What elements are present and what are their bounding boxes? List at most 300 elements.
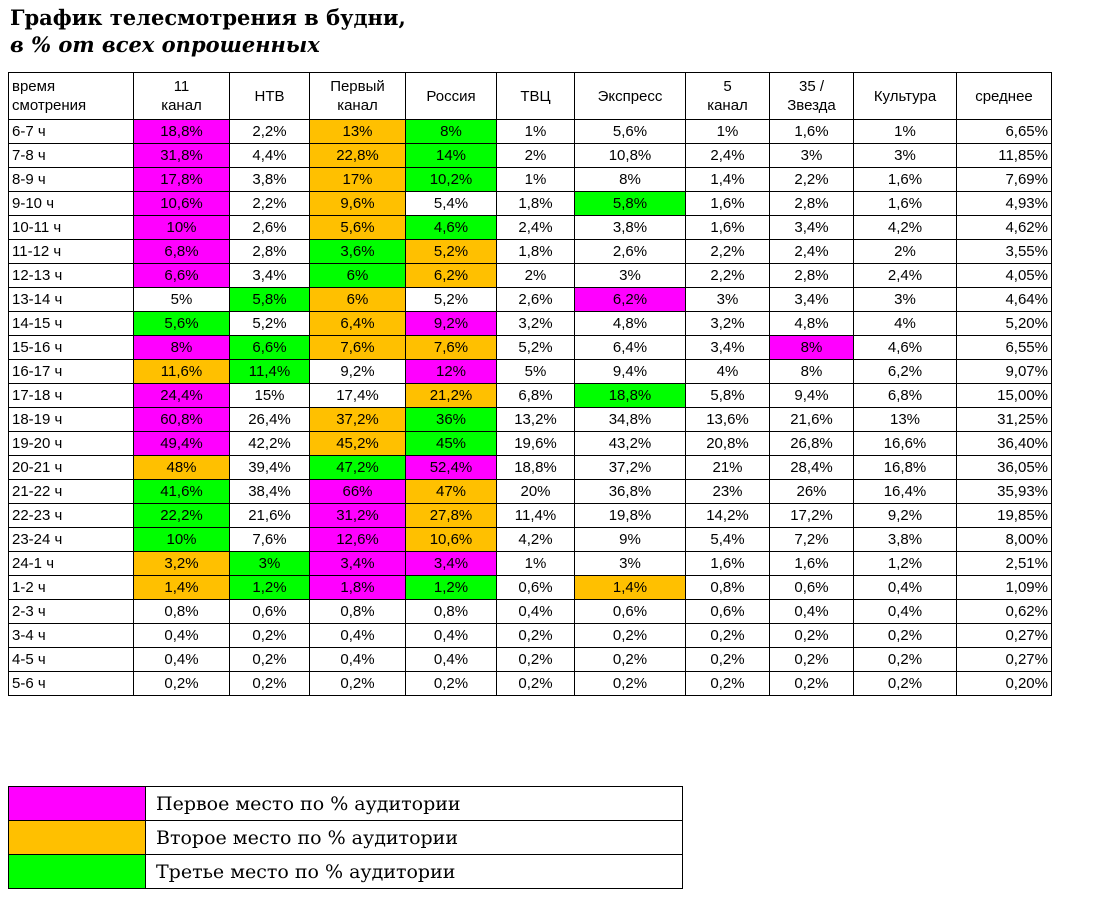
value-cell: 5,2% bbox=[406, 240, 497, 264]
table-row bbox=[9, 432, 1052, 456]
column-header bbox=[770, 73, 854, 120]
value-cell: 2% bbox=[497, 264, 575, 288]
value-cell: 12% bbox=[406, 360, 497, 384]
value-cell: 9,6% bbox=[310, 192, 406, 216]
value-cell: 7,6% bbox=[230, 528, 310, 552]
column-header bbox=[9, 73, 134, 120]
value-cell: 13% bbox=[854, 408, 957, 432]
value-cell: 0,4% bbox=[310, 624, 406, 648]
value-cell: 21,6% bbox=[770, 408, 854, 432]
value-cell: 16,4% bbox=[854, 480, 957, 504]
value-cell: 27,8% bbox=[406, 504, 497, 528]
value-cell: 2,6% bbox=[497, 288, 575, 312]
value-cell: 17,4% bbox=[310, 384, 406, 408]
value-cell: 18,8% bbox=[575, 384, 686, 408]
value-cell: 8% bbox=[134, 336, 230, 360]
value-cell: 1,6% bbox=[770, 552, 854, 576]
value-cell: 2,6% bbox=[230, 216, 310, 240]
value-cell: 21,2% bbox=[406, 384, 497, 408]
value-cell: 12,6% bbox=[310, 528, 406, 552]
value-cell: 6,6% bbox=[230, 336, 310, 360]
time-slot-cell: 14-15 ч bbox=[9, 312, 134, 336]
legend-swatch bbox=[9, 787, 146, 821]
time-slot-cell: 4-5 ч bbox=[9, 648, 134, 672]
value-cell: 2% bbox=[854, 240, 957, 264]
table-row bbox=[9, 312, 1052, 336]
time-slot-cell: 15-16 ч bbox=[9, 336, 134, 360]
value-cell: 13,6% bbox=[686, 408, 770, 432]
value-cell: 7,2% bbox=[770, 528, 854, 552]
value-cell: 10% bbox=[134, 216, 230, 240]
value-cell: 1,2% bbox=[406, 576, 497, 600]
value-cell: 0,2% bbox=[854, 624, 957, 648]
column-header bbox=[957, 73, 1052, 120]
value-cell: 0,2% bbox=[854, 672, 957, 696]
value-cell: 3,6% bbox=[310, 240, 406, 264]
value-cell: 19,8% bbox=[575, 504, 686, 528]
value-cell: 5,4% bbox=[686, 528, 770, 552]
ratings-table bbox=[8, 72, 1052, 696]
value-cell: 9,4% bbox=[770, 384, 854, 408]
value-cell: 0,2% bbox=[770, 648, 854, 672]
value-cell: 1,8% bbox=[310, 576, 406, 600]
average-cell: 0,20% bbox=[957, 672, 1052, 696]
value-cell: 0,4% bbox=[406, 624, 497, 648]
average-cell: 0,27% bbox=[957, 648, 1052, 672]
value-cell: 22,8% bbox=[310, 144, 406, 168]
time-slot-cell: 13-14 ч bbox=[9, 288, 134, 312]
value-cell: 22,2% bbox=[134, 504, 230, 528]
value-cell: 1,6% bbox=[686, 552, 770, 576]
column-header bbox=[310, 73, 406, 120]
table-row bbox=[9, 624, 1052, 648]
value-cell: 66% bbox=[310, 480, 406, 504]
column-header-line-2: Звезда bbox=[787, 97, 836, 114]
average-cell: 2,51% bbox=[957, 552, 1052, 576]
average-cell: 1,09% bbox=[957, 576, 1052, 600]
value-cell: 6,2% bbox=[575, 288, 686, 312]
value-cell: 19,6% bbox=[497, 432, 575, 456]
value-cell: 2,4% bbox=[497, 216, 575, 240]
table-header-row bbox=[9, 73, 1052, 120]
average-cell: 6,55% bbox=[957, 336, 1052, 360]
value-cell: 3,4% bbox=[406, 552, 497, 576]
time-slot-cell: 9-10 ч bbox=[9, 192, 134, 216]
value-cell: 2,4% bbox=[686, 144, 770, 168]
average-cell: 36,40% bbox=[957, 432, 1052, 456]
value-cell: 5,2% bbox=[230, 312, 310, 336]
value-cell: 2,8% bbox=[770, 192, 854, 216]
column-header-line-1: 5 bbox=[723, 78, 732, 95]
value-cell: 60,8% bbox=[134, 408, 230, 432]
value-cell: 43,2% bbox=[575, 432, 686, 456]
value-cell: 0,2% bbox=[770, 672, 854, 696]
value-cell: 5% bbox=[497, 360, 575, 384]
time-slot-cell: 1-2 ч bbox=[9, 576, 134, 600]
value-cell: 9,2% bbox=[854, 504, 957, 528]
value-cell: 6,4% bbox=[575, 336, 686, 360]
value-cell: 9% bbox=[575, 528, 686, 552]
average-cell: 8,00% bbox=[957, 528, 1052, 552]
value-cell: 2,4% bbox=[854, 264, 957, 288]
value-cell: 3,4% bbox=[310, 552, 406, 576]
average-cell: 6,65% bbox=[957, 120, 1052, 144]
column-header bbox=[575, 73, 686, 120]
value-cell: 4,2% bbox=[497, 528, 575, 552]
value-cell: 0,6% bbox=[230, 600, 310, 624]
title-line-1: График телесмотрения в будни, bbox=[10, 5, 406, 30]
value-cell: 6% bbox=[310, 288, 406, 312]
time-slot-cell: 12-13 ч bbox=[9, 264, 134, 288]
value-cell: 5,4% bbox=[406, 192, 497, 216]
value-cell: 28,4% bbox=[770, 456, 854, 480]
value-cell: 7,6% bbox=[406, 336, 497, 360]
value-cell: 0,8% bbox=[310, 600, 406, 624]
column-header bbox=[406, 73, 497, 120]
value-cell: 48% bbox=[134, 456, 230, 480]
value-cell: 5,8% bbox=[230, 288, 310, 312]
time-slot-cell: 11-12 ч bbox=[9, 240, 134, 264]
value-cell: 0,2% bbox=[686, 672, 770, 696]
value-cell: 4% bbox=[854, 312, 957, 336]
value-cell: 13,2% bbox=[497, 408, 575, 432]
time-slot-cell: 17-18 ч bbox=[9, 384, 134, 408]
value-cell: 1,8% bbox=[497, 240, 575, 264]
value-cell: 0,4% bbox=[406, 648, 497, 672]
value-cell: 8% bbox=[575, 168, 686, 192]
average-cell: 19,85% bbox=[957, 504, 1052, 528]
column-header bbox=[854, 73, 957, 120]
column-header bbox=[497, 73, 575, 120]
value-cell: 24,4% bbox=[134, 384, 230, 408]
value-cell: 5,2% bbox=[497, 336, 575, 360]
value-cell: 3,8% bbox=[854, 528, 957, 552]
value-cell: 3% bbox=[575, 264, 686, 288]
value-cell: 1% bbox=[497, 120, 575, 144]
value-cell: 6,6% bbox=[134, 264, 230, 288]
column-header bbox=[134, 73, 230, 120]
value-cell: 8% bbox=[770, 360, 854, 384]
value-cell: 0,2% bbox=[134, 672, 230, 696]
value-cell: 0,6% bbox=[686, 600, 770, 624]
value-cell: 21% bbox=[686, 456, 770, 480]
value-cell: 18,8% bbox=[497, 456, 575, 480]
value-cell: 1,2% bbox=[230, 576, 310, 600]
value-cell: 0,4% bbox=[497, 600, 575, 624]
average-cell: 5,20% bbox=[957, 312, 1052, 336]
value-cell: 6,8% bbox=[854, 384, 957, 408]
value-cell: 21,6% bbox=[230, 504, 310, 528]
value-cell: 8% bbox=[406, 120, 497, 144]
average-cell: 4,05% bbox=[957, 264, 1052, 288]
table-row bbox=[9, 504, 1052, 528]
table-row bbox=[9, 288, 1052, 312]
value-cell: 49,4% bbox=[134, 432, 230, 456]
column-header-line-1: Первый bbox=[330, 78, 385, 95]
value-cell: 0,2% bbox=[497, 648, 575, 672]
value-cell: 9,2% bbox=[310, 360, 406, 384]
value-cell: 10,6% bbox=[134, 192, 230, 216]
value-cell: 0,2% bbox=[575, 672, 686, 696]
value-cell: 0,2% bbox=[686, 624, 770, 648]
legend-label: Третье место по % аудитории bbox=[146, 855, 683, 889]
value-cell: 45,2% bbox=[310, 432, 406, 456]
value-cell: 5,2% bbox=[406, 288, 497, 312]
time-slot-cell: 8-9 ч bbox=[9, 168, 134, 192]
value-cell: 13% bbox=[310, 120, 406, 144]
value-cell: 3,4% bbox=[686, 336, 770, 360]
value-cell: 0,2% bbox=[230, 624, 310, 648]
value-cell: 6,8% bbox=[134, 240, 230, 264]
average-cell: 4,93% bbox=[957, 192, 1052, 216]
average-cell: 35,93% bbox=[957, 480, 1052, 504]
average-cell: 9,07% bbox=[957, 360, 1052, 384]
value-cell: 4,6% bbox=[406, 216, 497, 240]
time-slot-cell: 24-1 ч bbox=[9, 552, 134, 576]
average-cell: 31,25% bbox=[957, 408, 1052, 432]
value-cell: 20,8% bbox=[686, 432, 770, 456]
value-cell: 10,8% bbox=[575, 144, 686, 168]
value-cell: 10,2% bbox=[406, 168, 497, 192]
column-header-line-1: 35 / bbox=[798, 78, 825, 95]
time-slot-cell: 16-17 ч bbox=[9, 360, 134, 384]
value-cell: 0,2% bbox=[575, 648, 686, 672]
legend-item bbox=[9, 787, 683, 821]
column-header-line-2: смотрения bbox=[12, 97, 87, 114]
value-cell: 4,4% bbox=[230, 144, 310, 168]
value-cell: 3,8% bbox=[230, 168, 310, 192]
value-cell: 2,2% bbox=[230, 192, 310, 216]
value-cell: 5,8% bbox=[575, 192, 686, 216]
value-cell: 0,4% bbox=[310, 648, 406, 672]
time-slot-cell: 18-19 ч bbox=[9, 408, 134, 432]
column-header bbox=[230, 73, 310, 120]
value-cell: 6% bbox=[310, 264, 406, 288]
value-cell: 20% bbox=[497, 480, 575, 504]
time-slot-cell: 19-20 ч bbox=[9, 432, 134, 456]
average-cell: 4,64% bbox=[957, 288, 1052, 312]
value-cell: 3% bbox=[575, 552, 686, 576]
value-cell: 3,2% bbox=[686, 312, 770, 336]
value-cell: 5,8% bbox=[686, 384, 770, 408]
table-row bbox=[9, 552, 1052, 576]
value-cell: 37,2% bbox=[575, 456, 686, 480]
value-cell: 2,2% bbox=[686, 240, 770, 264]
table-row bbox=[9, 264, 1052, 288]
table-row bbox=[9, 192, 1052, 216]
value-cell: 1,2% bbox=[854, 552, 957, 576]
value-cell: 3,4% bbox=[770, 288, 854, 312]
value-cell: 4% bbox=[686, 360, 770, 384]
column-header-line-2: канал bbox=[337, 97, 378, 114]
value-cell: 0,8% bbox=[686, 576, 770, 600]
value-cell: 0,8% bbox=[134, 600, 230, 624]
value-cell: 11,4% bbox=[497, 504, 575, 528]
column-header-line-1: Экспресс bbox=[597, 87, 663, 105]
value-cell: 9,4% bbox=[575, 360, 686, 384]
value-cell: 14% bbox=[406, 144, 497, 168]
table-row bbox=[9, 528, 1052, 552]
value-cell: 45% bbox=[406, 432, 497, 456]
value-cell: 26,8% bbox=[770, 432, 854, 456]
value-cell: 31,8% bbox=[134, 144, 230, 168]
value-cell: 3% bbox=[770, 144, 854, 168]
column-header-line-1: время bbox=[12, 78, 56, 95]
table-row bbox=[9, 648, 1052, 672]
value-cell: 1,6% bbox=[770, 120, 854, 144]
value-cell: 6,8% bbox=[497, 384, 575, 408]
value-cell: 1% bbox=[497, 552, 575, 576]
value-cell: 11,6% bbox=[134, 360, 230, 384]
value-cell: 1,8% bbox=[497, 192, 575, 216]
value-cell: 11,4% bbox=[230, 360, 310, 384]
column-header-line-1: Культура bbox=[873, 87, 937, 105]
time-slot-cell: 20-21 ч bbox=[9, 456, 134, 480]
value-cell: 0,2% bbox=[770, 624, 854, 648]
value-cell: 0,2% bbox=[406, 672, 497, 696]
value-cell: 37,2% bbox=[310, 408, 406, 432]
value-cell: 3,8% bbox=[575, 216, 686, 240]
value-cell: 1,6% bbox=[854, 168, 957, 192]
average-cell: 15,00% bbox=[957, 384, 1052, 408]
value-cell: 0,4% bbox=[770, 600, 854, 624]
value-cell: 26,4% bbox=[230, 408, 310, 432]
value-cell: 0,2% bbox=[310, 672, 406, 696]
value-cell: 17,2% bbox=[770, 504, 854, 528]
table-row bbox=[9, 408, 1052, 432]
value-cell: 0,2% bbox=[497, 624, 575, 648]
value-cell: 8% bbox=[770, 336, 854, 360]
value-cell: 52,4% bbox=[406, 456, 497, 480]
value-cell: 1,4% bbox=[686, 168, 770, 192]
value-cell: 3,4% bbox=[230, 264, 310, 288]
value-cell: 3,2% bbox=[497, 312, 575, 336]
time-slot-cell: 5-6 ч bbox=[9, 672, 134, 696]
value-cell: 2,8% bbox=[230, 240, 310, 264]
value-cell: 16,8% bbox=[854, 456, 957, 480]
value-cell: 17% bbox=[310, 168, 406, 192]
legend-item bbox=[9, 821, 683, 855]
value-cell: 6,2% bbox=[406, 264, 497, 288]
value-cell: 0,2% bbox=[230, 672, 310, 696]
value-cell: 2,2% bbox=[230, 120, 310, 144]
table-row bbox=[9, 672, 1052, 696]
table-row bbox=[9, 384, 1052, 408]
value-cell: 0,2% bbox=[686, 648, 770, 672]
value-cell: 2% bbox=[497, 144, 575, 168]
table-row bbox=[9, 600, 1052, 624]
value-cell: 1% bbox=[854, 120, 957, 144]
value-cell: 1,6% bbox=[854, 192, 957, 216]
value-cell: 1,4% bbox=[575, 576, 686, 600]
time-slot-cell: 23-24 ч bbox=[9, 528, 134, 552]
value-cell: 42,2% bbox=[230, 432, 310, 456]
average-cell: 3,55% bbox=[957, 240, 1052, 264]
value-cell: 47,2% bbox=[310, 456, 406, 480]
value-cell: 5,6% bbox=[310, 216, 406, 240]
value-cell: 3,4% bbox=[770, 216, 854, 240]
time-slot-cell: 3-4 ч bbox=[9, 624, 134, 648]
column-header-line-1: ТВЦ bbox=[520, 87, 551, 105]
title-line-2: в % от всех опрошенных bbox=[10, 32, 320, 57]
column-header-line-2: канал bbox=[707, 97, 748, 114]
value-cell: 0,6% bbox=[497, 576, 575, 600]
average-cell: 7,69% bbox=[957, 168, 1052, 192]
value-cell: 2,4% bbox=[770, 240, 854, 264]
table-row bbox=[9, 480, 1052, 504]
value-cell: 47% bbox=[406, 480, 497, 504]
value-cell: 0,8% bbox=[406, 600, 497, 624]
time-slot-cell: 6-7 ч bbox=[9, 120, 134, 144]
column-header-line-1: НТВ bbox=[254, 87, 285, 105]
value-cell: 18,8% bbox=[134, 120, 230, 144]
table-row bbox=[9, 240, 1052, 264]
average-cell: 11,85% bbox=[957, 144, 1052, 168]
value-cell: 0,2% bbox=[497, 672, 575, 696]
value-cell: 10,6% bbox=[406, 528, 497, 552]
value-cell: 6,4% bbox=[310, 312, 406, 336]
average-cell: 0,27% bbox=[957, 624, 1052, 648]
time-slot-cell: 2-3 ч bbox=[9, 600, 134, 624]
time-slot-cell: 10-11 ч bbox=[9, 216, 134, 240]
value-cell: 36,8% bbox=[575, 480, 686, 504]
chart-title bbox=[10, 4, 406, 58]
value-cell: 4,8% bbox=[770, 312, 854, 336]
value-cell: 1,6% bbox=[686, 216, 770, 240]
value-cell: 2,6% bbox=[575, 240, 686, 264]
value-cell: 1% bbox=[686, 120, 770, 144]
average-cell: 0,62% bbox=[957, 600, 1052, 624]
value-cell: 5,6% bbox=[134, 312, 230, 336]
value-cell: 0,2% bbox=[854, 648, 957, 672]
value-cell: 39,4% bbox=[230, 456, 310, 480]
column-header-line-2: канал bbox=[161, 97, 202, 114]
value-cell: 0,4% bbox=[134, 648, 230, 672]
value-cell: 0,6% bbox=[575, 600, 686, 624]
value-cell: 16,6% bbox=[854, 432, 957, 456]
value-cell: 0,2% bbox=[575, 624, 686, 648]
legend bbox=[8, 786, 683, 889]
value-cell: 1,6% bbox=[686, 192, 770, 216]
value-cell: 0,2% bbox=[230, 648, 310, 672]
value-cell: 2,2% bbox=[770, 168, 854, 192]
column-header-line-1: Россия bbox=[426, 87, 476, 105]
value-cell: 14,2% bbox=[686, 504, 770, 528]
value-cell: 1,4% bbox=[134, 576, 230, 600]
table-row bbox=[9, 168, 1052, 192]
legend-swatch bbox=[9, 821, 146, 855]
value-cell: 5,6% bbox=[575, 120, 686, 144]
legend-item bbox=[9, 855, 683, 889]
value-cell: 3% bbox=[854, 288, 957, 312]
legend-swatch bbox=[9, 855, 146, 889]
value-cell: 4,6% bbox=[854, 336, 957, 360]
value-cell: 3,2% bbox=[134, 552, 230, 576]
time-slot-cell: 21-22 ч bbox=[9, 480, 134, 504]
table-row bbox=[9, 336, 1052, 360]
value-cell: 4,2% bbox=[854, 216, 957, 240]
value-cell: 9,2% bbox=[406, 312, 497, 336]
time-slot-cell: 22-23 ч bbox=[9, 504, 134, 528]
value-cell: 34,8% bbox=[575, 408, 686, 432]
time-slot-cell: 7-8 ч bbox=[9, 144, 134, 168]
average-cell: 36,05% bbox=[957, 456, 1052, 480]
column-header-line-1: среднее bbox=[975, 87, 1033, 105]
table-row bbox=[9, 120, 1052, 144]
value-cell: 17,8% bbox=[134, 168, 230, 192]
value-cell: 2,2% bbox=[686, 264, 770, 288]
value-cell: 0,6% bbox=[770, 576, 854, 600]
